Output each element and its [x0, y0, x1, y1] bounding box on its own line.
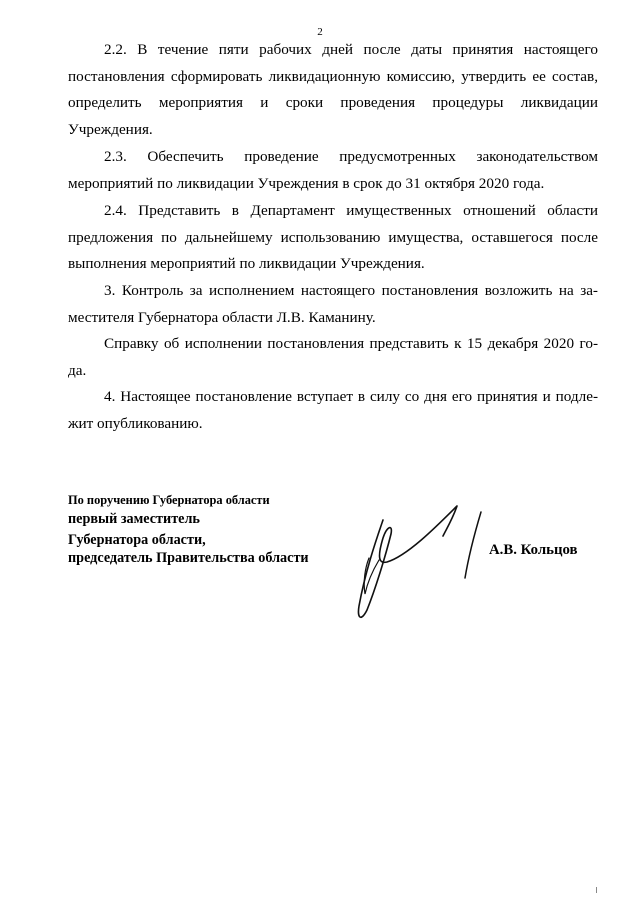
paragraph-line: 2.4. Представить в Департамент имущественных отношений области — [104, 202, 598, 219]
paragraph — [68, 384, 598, 437]
paragraph — [68, 278, 598, 331]
paragraph-line: выполнения мероприятий по ликвидации Учреждения. — [68, 255, 425, 272]
paragraph-line: жит опубликованию. — [68, 414, 203, 432]
paragraph-line: да. — [68, 361, 87, 379]
paragraph-line: местителя Губернатора области Л.В. Каманину. — [68, 308, 376, 326]
signer-position-line-2: Губернатора области, — [68, 532, 206, 548]
paragraph-line: 3. Контроль за исполнением настоящего постановления возложить на за- — [104, 282, 598, 299]
paragraph-line: 2.2. В течение пяти рабочих дней после даты принятия настоящего — [104, 41, 598, 58]
signer-position-line-3: председатель Правительства области — [68, 550, 309, 566]
page-mark — [596, 887, 597, 893]
signature-authority-line: По поручению Губернатора области — [68, 493, 270, 507]
paragraph-line: постановления сформировать ликвидационную комиссию, утвердить ее состав, — [68, 67, 598, 85]
paragraph-line: предложения по дальнейшему использованию имущества, оставшегося после — [68, 228, 598, 246]
paragraph-line: Справку об исполнении постановления представить к 15 декабря 2020 го- — [104, 335, 598, 352]
paragraph-line: 2.3. Обеспечить проведение предусмотренных законодательством — [104, 148, 598, 165]
paragraph-line: определить мероприятия и сроки проведения процедуры ликвидации — [68, 94, 598, 111]
paragraph-line: Учреждения. — [68, 120, 153, 138]
handwritten-signature — [335, 498, 485, 628]
paragraph — [68, 144, 598, 197]
signer-name: А.В. Кольцов — [489, 542, 578, 558]
signer-position-line-1: первый заместитель — [68, 511, 200, 527]
paragraph — [68, 331, 598, 384]
paragraph — [68, 37, 598, 143]
paragraph-line: 4. Настоящее постановление вступает в силу со дня его принятия и подле- — [104, 388, 598, 405]
paragraph-line: мероприятий по ликвидации Учреждения в срок до 31 октября 2020 года. — [68, 174, 545, 192]
paragraph — [68, 198, 598, 278]
page-number: 2 — [317, 26, 323, 38]
